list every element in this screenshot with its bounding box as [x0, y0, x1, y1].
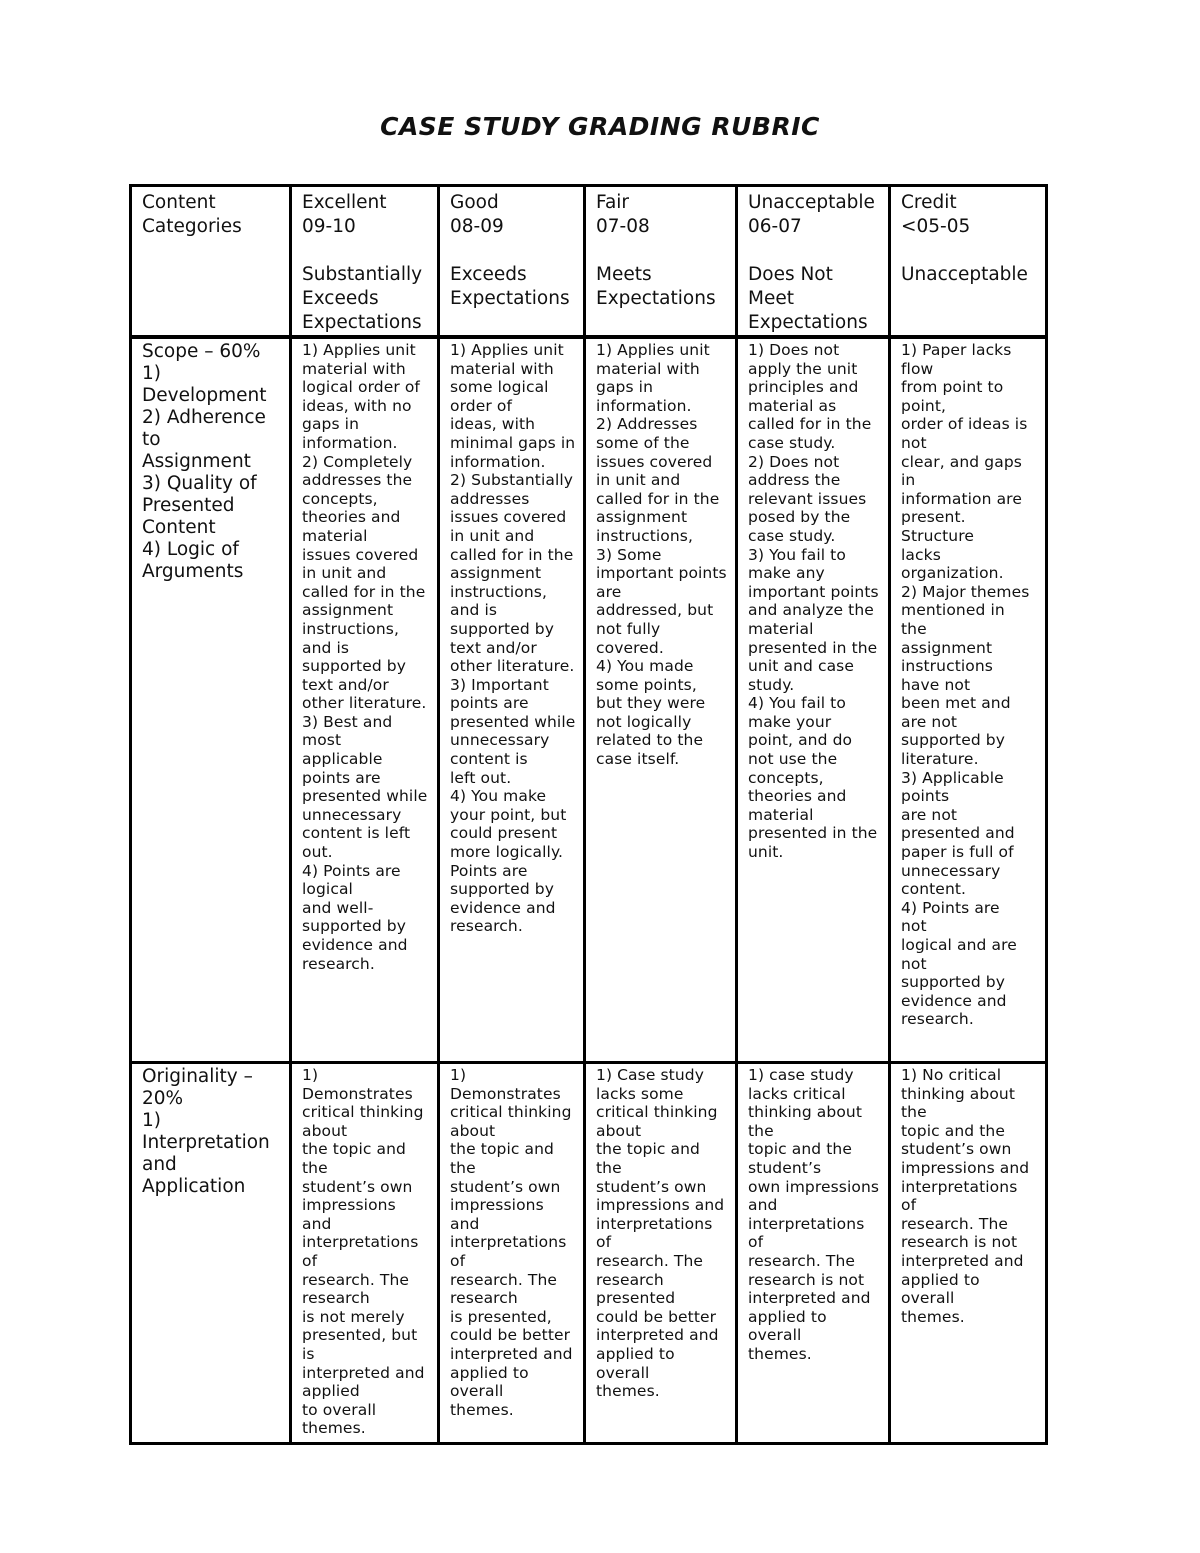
originality-unacceptable-cell: 1) case study lacks critical thinking about the topic and the student’s own impressions and interpretations of research. The research is not interpreted and applied to overall themes. — [737, 1063, 890, 1444]
header-fair: Fair 07-08 Meets Expectations — [585, 186, 737, 338]
header-good: Good 08-09 Exceeds Expectations — [439, 186, 585, 338]
category-originality: Originality – 20% 1) Interpretation and Application — [131, 1063, 291, 1444]
originality-fair-cell: 1) Case study lacks some critical thinking about the topic and the student’s own impressions and interpretations of research. The research presented could be better interpreted and applied to overall themes. — [585, 1063, 737, 1444]
table-row-scope — [131, 337, 1047, 1063]
header-excellent: Excellent 09-10 Substantially Exceeds Expectations — [291, 186, 439, 338]
scope-credit-cell: 1) Paper lacks flow from point to point, order of ideas is not clear, and gaps in information are present. Structure lacks organization. 2) Major themes mentioned in the assignment instructions have not been met and are not supported by literature. 3) Applicable points are not presented and paper is full of unnecessary content. 4) Points are not logical and are not supported by evidence and research. — [890, 337, 1047, 1063]
scope-fair-cell: 1) Applies unit material with gaps in information. 2) Addresses some of the issues covered in unit and called for in the assignment instructions, 3) Some important points are addressed, but not fully covered. 4) You made some points, but they were not logically related to the case itself. — [585, 337, 737, 1063]
table-row-originality — [131, 1063, 1047, 1444]
scope-excellent-cell: 1) Applies unit material with logical order of ideas, with no gaps in information. 2) Completely addresses the concepts, theories and material issues covered in unit and called for in the assignment instructions, and is supported by text and/or other literature. 3) Best and most applicable points are presented while unnecessary content is left out. 4) Points are logical and well- supported by evidence and research. — [291, 337, 439, 1063]
category-scope: Scope – 60% 1) Development 2) Adherence to Assignment 3) Quality of Presented Content 4) Logic of Arguments — [131, 337, 291, 1063]
grading-rubric-table — [129, 184, 1048, 1445]
scope-unacceptable-cell: 1) Does not apply the unit principles and material as called for in the case study. 2) Does not address the relevant issues posed by the case study. 3) You fail to make any important points and analyze the material presented in the unit and case study. 4) You fail to make your point, and do not use the concepts, theories and material presented in the unit. — [737, 337, 890, 1063]
originality-good-cell: 1) Demonstrates critical thinking about the topic and the student’s own impressions and interpretations of research. The research is presented, could be better interpreted and applied to overall themes. — [439, 1063, 585, 1444]
scope-good-cell: 1) Applies unit material with some logical order of ideas, with minimal gaps in information. 2) Substantially addresses issues covered in unit and called for in the assignment instructions, and is supported by text and/or other literature. 3) Important points are presented while unnecessary content is left out. 4) You make your point, but could present more logically. Points are supported by evidence and research. — [439, 337, 585, 1063]
originality-credit-cell: 1) No critical thinking about the topic and the student’s own impressions and interpretations of research. The research is not interpreted and applied to overall themes. — [890, 1063, 1047, 1444]
originality-excellent-cell: 1) Demonstrates critical thinking about the topic and the student’s own impressions and interpretations of research. The research is not merely presented, but is interpreted and applied to overall themes. — [291, 1063, 439, 1444]
header-unacceptable: Unacceptable 06-07 Does Not Meet Expectations — [737, 186, 890, 338]
table-header-row — [131, 186, 1047, 338]
header-content-categories: Content Categories — [131, 186, 291, 338]
page-title: CASE STUDY GRADING RUBRIC — [380, 112, 820, 141]
header-credit: Credit <05-05 Unacceptable — [890, 186, 1047, 338]
